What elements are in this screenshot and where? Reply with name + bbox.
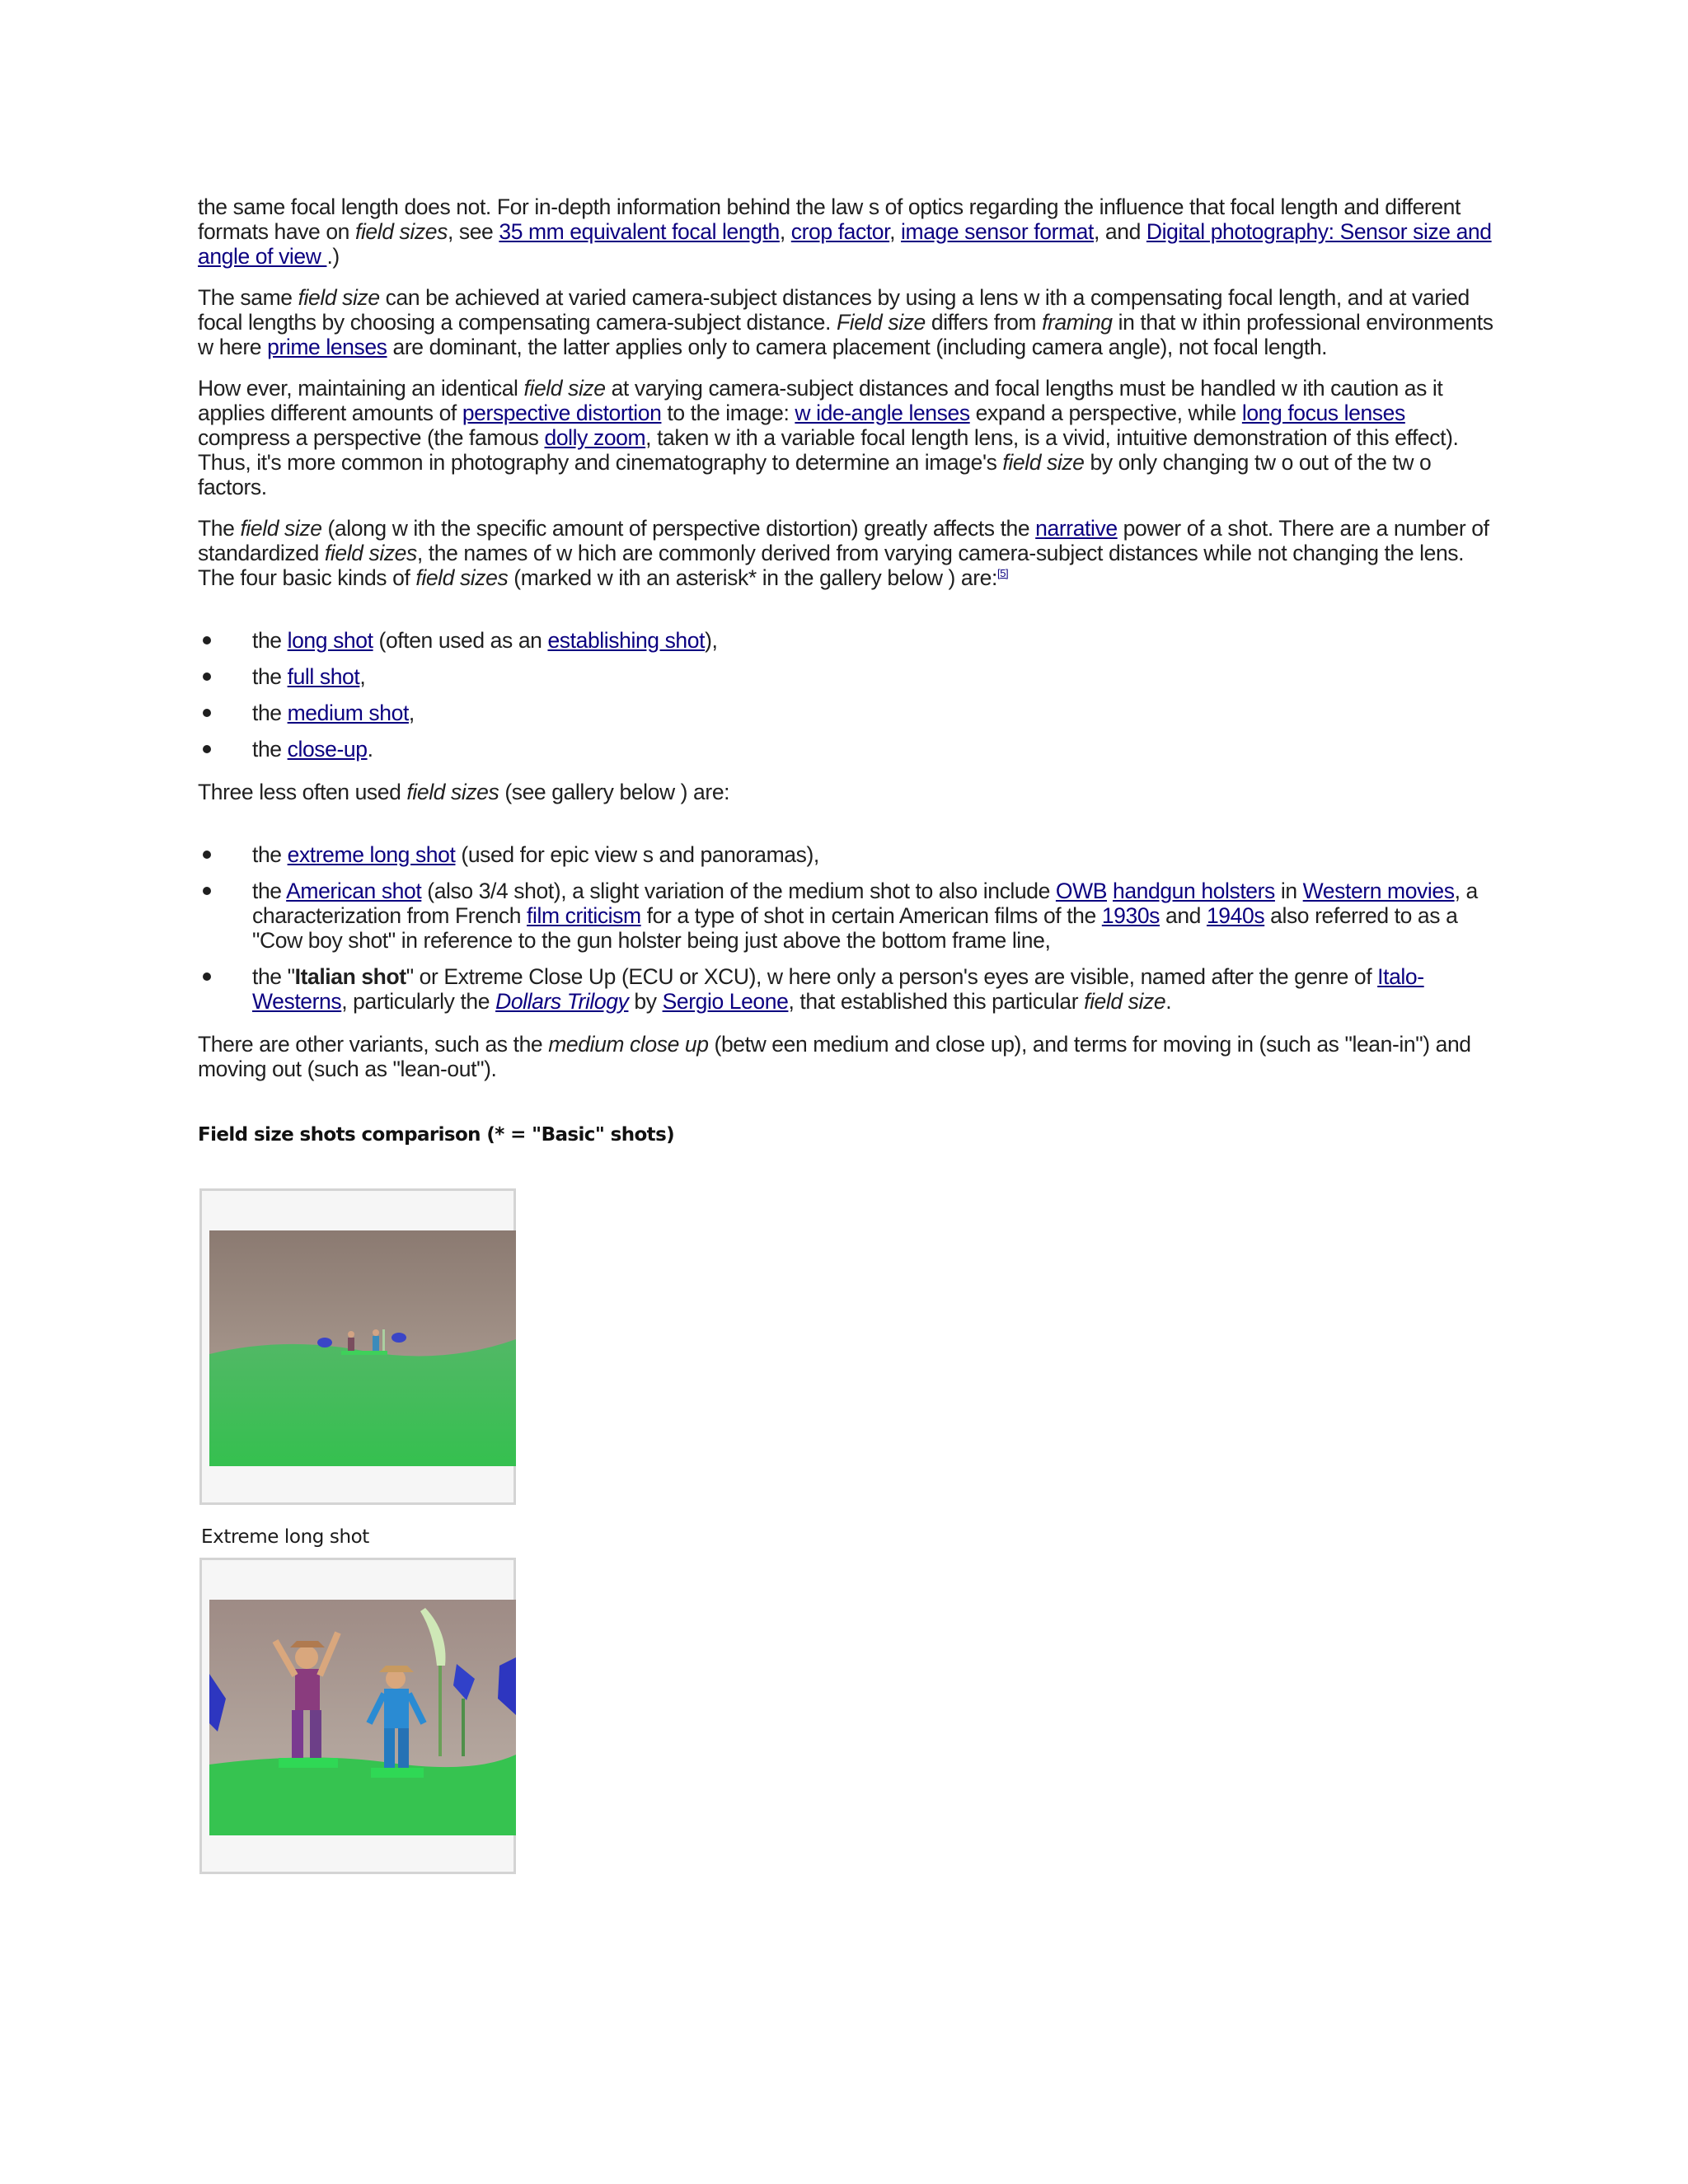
text: (along w ith the specific amount of perspective distortion) greatly affects the [321, 516, 1036, 541]
text: for a type of shot in certain American films of the [640, 903, 1102, 928]
text: the [252, 628, 288, 653]
paragraph-same-field-size [198, 285, 1496, 359]
gallery-title: Field size shots comparison (* = "Basic" shots) [198, 1124, 675, 1146]
list-item [198, 701, 1496, 725]
gallery-thumbnail-second[interactable] [199, 1558, 516, 1874]
text: the [252, 701, 288, 725]
text: , particularly the [341, 989, 496, 1014]
text: . [1165, 989, 1172, 1014]
text: (also 3/4 shot), a slight variation of the medium shot to also include [421, 879, 1056, 903]
term: framing [1042, 310, 1113, 335]
text: , the names of w hich are commonly derived from varying camera-subject distances while not changing the lens. The four basic kinds of [198, 541, 1465, 590]
text: compress a perspective (the famous [198, 425, 545, 450]
list-item [198, 842, 1496, 867]
text: (betw een medium and close up), and terms for moving in (such as "lean-in") and moving out (such as "lean-out"). [198, 1032, 1471, 1081]
text: ), [705, 628, 718, 653]
list-item [198, 628, 1496, 653]
link-crop-factor[interactable]: crop factor [790, 219, 890, 244]
text: There are other variants, such as the [198, 1032, 549, 1057]
text: , and [1094, 219, 1146, 244]
gallery-caption: Extreme long shot [201, 1526, 369, 1548]
text: the [252, 879, 287, 903]
text: , [779, 219, 791, 244]
text: the [252, 664, 288, 689]
link-handgun-holsters[interactable]: handgun holsters [1112, 879, 1275, 903]
term-bold: Italian shot [294, 964, 406, 989]
text: by [628, 989, 663, 1014]
link-owb[interactable]: OWB [1055, 879, 1108, 903]
text: and [1160, 903, 1207, 928]
link-wide-angle-lenses[interactable]: w ide-angle lenses [795, 401, 970, 425]
link-extreme-long-shot[interactable]: extreme long shot [287, 842, 456, 867]
link-prime-lenses[interactable]: prime lenses [267, 335, 387, 359]
text: , taken w ith a variable focal length lens, is a vivid, intuitive demonstration of this effect). Thus, it's more common in photography and cinematography to determine an image's [198, 425, 1459, 475]
text: (marked w ith an asterisk* in the gallery below ) are: [508, 565, 997, 590]
text: The same [198, 285, 298, 310]
term: field sizes [324, 541, 417, 565]
text: (see gallery below ) are: [499, 780, 730, 804]
link-perspective-distortion[interactable]: perspective distortion [462, 401, 662, 425]
text: also referred to as a "Cow boy shot" in reference to the gun holster being just above the bottom frame line, [252, 903, 1458, 953]
text: differs from [925, 310, 1043, 335]
term: field sizes [406, 780, 499, 804]
list-item [198, 737, 1496, 762]
paragraph-perspective [198, 376, 1496, 499]
basic-shots-list [198, 628, 1496, 762]
list-item [198, 664, 1496, 689]
text: .) [326, 244, 340, 269]
term: field size [1084, 989, 1166, 1014]
term: field sizes [415, 565, 509, 590]
term: field size [240, 516, 322, 541]
text: Three less often used [198, 780, 407, 804]
link-medium-shot[interactable]: medium shot [287, 701, 409, 725]
text: How ever, maintaining an identical [198, 376, 524, 401]
text: to the image: [661, 401, 795, 425]
text: , that established this particular [788, 989, 1085, 1014]
text: the [252, 737, 288, 762]
text [1107, 879, 1113, 903]
link-35mm-equivalent-focal-length[interactable]: 35 mm equivalent focal length [499, 219, 780, 244]
link-full-shot[interactable]: full shot [287, 664, 360, 689]
term: field sizes [354, 219, 448, 244]
text: The [198, 516, 241, 541]
text: , a characterization from French [252, 879, 1478, 928]
link-long-shot[interactable]: long shot [287, 628, 373, 653]
text: by only changing tw o out of the tw o factors. [198, 450, 1432, 499]
link-dollars-trilogy[interactable]: Dollars Trilogy [495, 989, 629, 1014]
term: Field size [836, 310, 926, 335]
text: in [1274, 879, 1303, 903]
less-used-shots-list [198, 842, 1496, 1014]
text: , [359, 664, 366, 689]
text: can be achieved at varied camera-subject distances by using a lens w ith a compensating focal length, and at varied focal lengths by choosing a compensating camera-subject distance. [198, 285, 1470, 335]
text: (often used as an [373, 628, 548, 653]
text: power of a shot. There are a number of standardized [198, 516, 1489, 565]
paragraph-narrative [198, 516, 1496, 590]
link-1930s[interactable]: 1930s [1101, 903, 1160, 928]
text: at varying camera-subject distances and focal lengths must be handled w ith caution as it applies different amounts of [198, 376, 1443, 425]
link-digital-photography-sensor-size[interactable]: Digital photography: Sensor size and angle of view [198, 219, 1492, 269]
term: field size [1002, 450, 1085, 475]
link-long-focus-lenses[interactable]: long focus lenses [1241, 401, 1405, 425]
link-dolly-zoom[interactable]: dolly zoom [544, 425, 646, 450]
text: " or Extreme Close Up (ECU or XCU), w here only a person's eyes are visible, named after the genre of [406, 964, 1378, 989]
term: field size [298, 285, 380, 310]
link-american-shot[interactable]: American shot [286, 879, 422, 903]
text: , [889, 219, 902, 244]
text: (used for epic view s and panoramas), [455, 842, 819, 867]
paragraph-variants [198, 1032, 1496, 1081]
link-western-movies[interactable]: Western movies [1302, 879, 1455, 903]
link-narrative[interactable]: narrative [1035, 516, 1118, 541]
text: , [408, 701, 415, 725]
text: . [367, 737, 373, 762]
gallery-thumbnail-extreme-long-shot[interactable] [199, 1188, 516, 1505]
term: medium close up [548, 1032, 709, 1057]
toy-figures-distant-photo-icon [209, 1230, 516, 1466]
text: are dominant, the latter applies only to camera placement (including camera angle), not focal length. [387, 335, 1328, 359]
paragraph-less-often [198, 780, 1496, 804]
link-image-sensor-format[interactable]: image sensor format [901, 219, 1094, 244]
text: the same focal length does not. For in-depth information behind the law s of optics regarding the influence that focal length and different formats have on [198, 194, 1461, 244]
list-item [198, 964, 1496, 1014]
reference-link[interactable]: [5] [996, 567, 1009, 580]
text: expand a perspective, while [969, 401, 1242, 425]
link-establishing-shot[interactable]: establishing shot [547, 628, 706, 653]
paragraph-formats [198, 194, 1496, 269]
link-italo-westerns[interactable]: Italo-Westerns [252, 964, 1424, 1014]
toy-cowboys-photo-icon [209, 1600, 516, 1835]
link-close-up[interactable]: close-up [287, 737, 368, 762]
text: the [252, 842, 288, 867]
term: field size [523, 376, 606, 401]
link-film-criticism[interactable]: film criticism [527, 903, 641, 928]
link-1940s[interactable]: 1940s [1206, 903, 1265, 928]
list-item [198, 879, 1496, 953]
article-body [198, 194, 1496, 1874]
text: the " [252, 964, 295, 989]
text: , see [447, 219, 499, 244]
link-sergio-leone[interactable]: Sergio Leone [662, 989, 789, 1014]
text: in that w ithin professional environments w here [198, 310, 1493, 359]
